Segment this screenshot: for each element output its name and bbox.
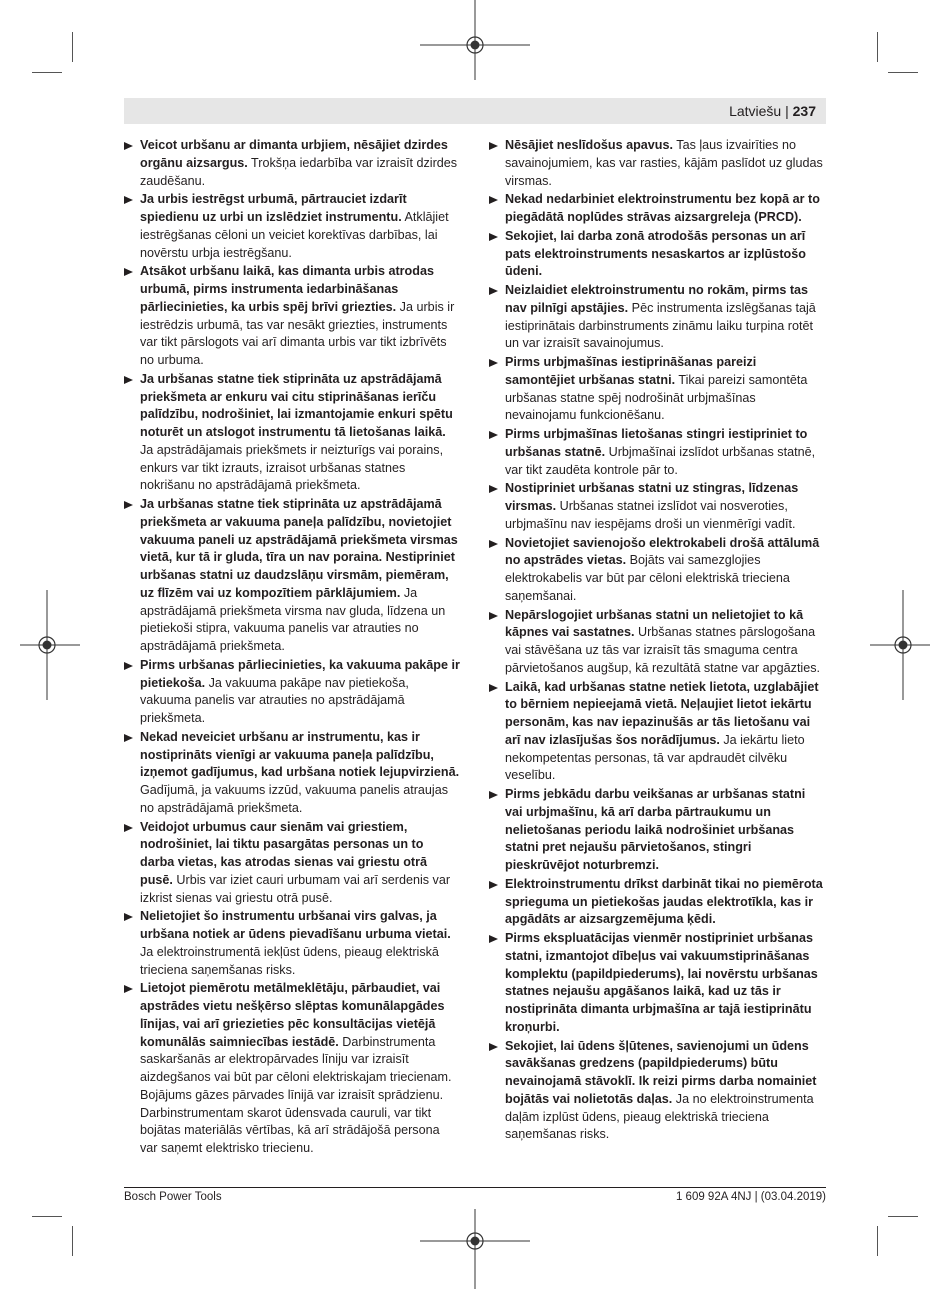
crop-mark <box>72 1226 73 1256</box>
bullet-arrow-icon <box>489 233 498 241</box>
safety-item: Nekad nedarbiniet elektroinstrumentu bez kopā ar to piegādātā noplūdes strāvas aizsargreleja (PRCD). <box>489 191 825 227</box>
footer-doc-number: 1 609 92A 4NJ | (03.04.2019) <box>675 1191 826 1203</box>
safety-item: Pirms urbjmašīnas iestiprināšanas pareizi samontējiet urbšanas statni. Tikai pareizi samontēta urbšanas statne spēj nodrošināt urbjmašīnas nevainojamu funkcionēšanu. <box>489 354 825 425</box>
safety-item: Lietojot piemērotu metālmeklētāju, pārbaudiet, vai apstrādes vietu nešķērso slēptas komunālapgādes līnijas, vai arī griezieties pēc konsultācijas vietējā komunālās saimniecības iestādē. Darbinstrumenta saskaršanās ar elektropārvades līniju var izraisīt aizdegšanos vai būt par cēloni elektriskajam triecienam. Bojājums gāzes pārvades līnijā var izraisīt sprādzienu. Darbinstrumentam skarot ūdensvada cauruli, var tikt bojātas materiālās vērtības, kā arī strādājošā persona var saņemt elektrisko triecienu. <box>124 980 460 1158</box>
safety-item: Sekojiet, lai darba zonā atrodošās personas un arī pats elektroinstruments nesaskartos ar izplūstošo ūdeni. <box>489 228 825 281</box>
safety-item: Ja urbis iestrēgst urbumā, pārtrauciet izdarīt spiedienu uz urbi un izslēdziet instrumentu. Atklājiet iestrēgšanas cēloni un veiciet korektīvas darbības, lai novērstu urbja iestrēgšanu. <box>124 191 460 262</box>
safety-item: Veicot urbšanu ar dimanta urbjiem, nēsājiet dzirdes orgānu aizsargus. Trokšņa iedarbība var izraisīt dzirdes zaudēšanu. <box>124 137 460 190</box>
footer-brand: Bosch Power Tools <box>124 1191 222 1203</box>
safety-item: Pirms jebkādu darbu veikšanas ar urbšanas statni vai urbjmašīnu, kā arī darba pārtraukumu un nelietošanas periodu laikā nodrošiniet urbšanas statni pret nejaušu pārvietošanos, stingri pieskrūvējot noturbremzi. <box>489 786 825 875</box>
crop-mark <box>888 1216 918 1217</box>
registration-mark-icon <box>420 0 530 80</box>
bullet-arrow-icon <box>124 824 133 832</box>
safety-item: Veidojot urbumus caur sienām vai griestiem, nodrošiniet, lai tiktu pasargātas personas un to darba vietas, kas atrodas sienas vai griestu otrā pusē. Urbis var iziet cauri urbumam vai arī serdenis var izkrist sienas vai griestu otrā pusē. <box>124 819 460 908</box>
bullet-arrow-icon <box>489 142 498 150</box>
safety-item: Atsākot urbšanu laikā, kas dimanta urbis atrodas urbumā, pirms instrumenta iedarbināšanas pārliecinieties, ka urbis spēj brīvi griezties. Ja urbis ir iestrēdzis urbumā, tas var nesākt griezties, instruments var tikt pārslogots vai arī dimanta urbis var tikt izbrīvēts no urbuma. <box>124 263 460 370</box>
safety-item: Pirms urbšanas pārliecinieties, ka vakuuma pakāpe ir pietiekoša. Ja vakuuma pakāpe nav pietiekoša, vakuuma panelis var atrauties no apstrādājamā priekšmeta. <box>124 657 460 728</box>
bullet-arrow-icon <box>489 791 498 799</box>
safety-item: Novietojiet savienojošo elektrokabeli drošā attālumā no apstrādes vietas. Bojāts vai samezglojies elektrokabelis var būt par cēloni elektriskā trieciena saņemšanai. <box>489 535 825 606</box>
bullet-arrow-icon <box>124 501 133 509</box>
safety-item: Nepārslogojiet urbšanas statni un nelietojiet to kā kāpnes vai sastatnes. Urbšanas statnes pārslogošana vai stāvēšana uz tās var izraisīt tās smaguma centra pārvietošanos augšup, kā rezultātā statne var apgāzties. <box>489 607 825 678</box>
bullet-arrow-icon <box>489 612 498 620</box>
bullet-arrow-icon <box>124 376 133 384</box>
safety-item: Nekad neveiciet urbšanu ar instrumentu, kas ir nostiprināts vienīgi ar vakuuma paneļa palīdzību, izņemot gadījumus, kad urbšana notiek lejupvirzienā. Gadījumā, ja vakuums izzūd, vakuuma panelis atraujas no apstrādājamā priekšmeta. <box>124 729 460 818</box>
crop-mark <box>72 32 73 62</box>
page-number: 237 <box>792 103 816 119</box>
bullet-arrow-icon <box>489 196 498 204</box>
bullet-arrow-icon <box>124 196 133 204</box>
header-separator: | <box>785 103 789 119</box>
right-column <box>489 137 825 1145</box>
bullet-arrow-icon <box>489 684 498 692</box>
registration-mark-icon <box>20 590 80 700</box>
bullet-arrow-icon <box>489 485 498 493</box>
safety-item: Pirms urbjmašīnas lietošanas stingri iestipriniet to urbšanas statnē. Urbjmašīnai izslīdot urbšanas statnē, var tikt zaudēta kontrole pār to. <box>489 426 825 479</box>
safety-item: Sekojiet, lai ūdens šļūtenes, savienojumi un ūdens savākšanas gredzens (papildpiederums) būtu nevainojamā stāvoklī. Ik reizi pirms darba nomainiet bojātās vai nolietotās daļas. Ja no elektroinstrumenta daļām izplūst ūdens, pieaug elektriskā trieciena saņemšanas risks. <box>489 1038 825 1145</box>
crop-mark <box>32 1216 62 1217</box>
header-language: Latviešu <box>729 103 782 119</box>
bullet-arrow-icon <box>124 142 133 150</box>
bullet-arrow-icon <box>124 268 133 276</box>
crop-mark <box>32 72 62 73</box>
crop-mark <box>888 72 918 73</box>
safety-item: Nēsājiet neslīdošus apavus. Tas ļaus izvairīties no savainojumiem, kas var rasties, kājām paslīdot uz gludas virsmas. <box>489 137 825 190</box>
safety-item: Nostipriniet urbšanas statni uz stingras, līdzenas virsmas. Urbšanas statnei izslīdot vai nosveroties, urbjmašīnu nav iespējams droši un vienmērīgi vadīt. <box>489 480 825 533</box>
bullet-arrow-icon <box>489 359 498 367</box>
bullet-arrow-icon <box>489 1043 498 1051</box>
safety-item: Elektroinstrumentu drīkst darbināt tikai no piemērota sprieguma un pietiekošas jaudas elektrotīkla, kas ir apgādāts ar aizsargzemējuma ķēdi. <box>489 876 825 929</box>
safety-item: Pirms ekspluatācijas vienmēr nostipriniet urbšanas statni, izmantojot dībeļus vai vakuumstiprināšanas komplektu (papildpiederums), lai novērstu urbšanas statnes nejaušu apgāšanos laikā, kad uz tās ir nostiprināta dimanta urbjmašīna ar tajā iestiprinātu kroņurbi. <box>489 930 825 1037</box>
bullet-arrow-icon <box>489 431 498 439</box>
safety-item: Neizlaidiet elektroinstrumentu no rokām, pirms tas nav pilnīgi apstājies. Pēc instrumenta izslēgšanas tajā iestiprinātais darbinstruments zināmu laiku turpina rotēt un var izraisīt savainojumus. <box>489 282 825 353</box>
bullet-arrow-icon <box>124 734 133 742</box>
crop-mark <box>877 1226 878 1256</box>
safety-item: Ja urbšanas statne tiek stiprināta uz apstrādājamā priekšmeta ar enkuru vai citu stiprināšanas ierīču palīdzību, nodrošiniet, lai izmantojamie enkuri spētu noturēt un atslogot instrumentu tā lietošanas laikā. Ja apstrādājamais priekšmets ir neizturīgs vai porains, enkurs var tikt izrauts, izraisot urbšanas statnes nokrišanu no apstrādājamā priekšmeta. <box>124 371 460 495</box>
bullet-arrow-icon <box>489 287 498 295</box>
footer-divider <box>124 1187 826 1188</box>
bullet-arrow-icon <box>489 935 498 943</box>
safety-item: Ja urbšanas statne tiek stiprināta uz apstrādājamā priekšmeta ar vakuuma paneļa palīdzību, novietojiet vakuuma paneli uz apstrādājamā priekšmeta virsmas vietā, kur tā ir gluda, tīra un nav poraina. Nestipriniet urbšanas statni uz daudzslāņu virsmām, piemēram, uz flīzēm vai uz kompozītiem pārklājumiem. Ja apstrādājamā priekšmeta virsma nav gluda, līdzena un pietiekoši stipra, vakuuma panelis var atrauties no apstrādājamā priekšmeta. <box>124 496 460 656</box>
safety-item: Laikā, kad urbšanas statne netiek lietota, uzglabājiet to bērniem nepieejamā vietā. Neļaujiet lietot iekārtu personām, kas nav iepazinušās ar tās lietošanu vai arī nav izlasījušas šos norādījumus. Ja iekārtu lieto nekompetentas personas, tā var apdraudēt cilvēku veselību. <box>489 679 825 786</box>
registration-mark-icon <box>870 590 930 700</box>
registration-mark-icon <box>420 1209 530 1289</box>
bullet-arrow-icon <box>489 540 498 548</box>
bullet-arrow-icon <box>124 913 133 921</box>
bullet-arrow-icon <box>489 881 498 889</box>
bullet-arrow-icon <box>124 985 133 993</box>
bullet-arrow-icon <box>124 662 133 670</box>
left-column <box>124 137 460 1159</box>
header-text <box>729 103 816 119</box>
page-header <box>124 98 826 124</box>
crop-mark <box>877 32 878 62</box>
safety-item: Nelietojiet šo instrumentu urbšanai virs galvas, ja urbšana notiek ar ūdens pievadīšanu urbuma vietai. Ja elektroinstrumentā iekļūst ūdens, pieaug elektriskā trieciena saņemšanas risks. <box>124 908 460 979</box>
